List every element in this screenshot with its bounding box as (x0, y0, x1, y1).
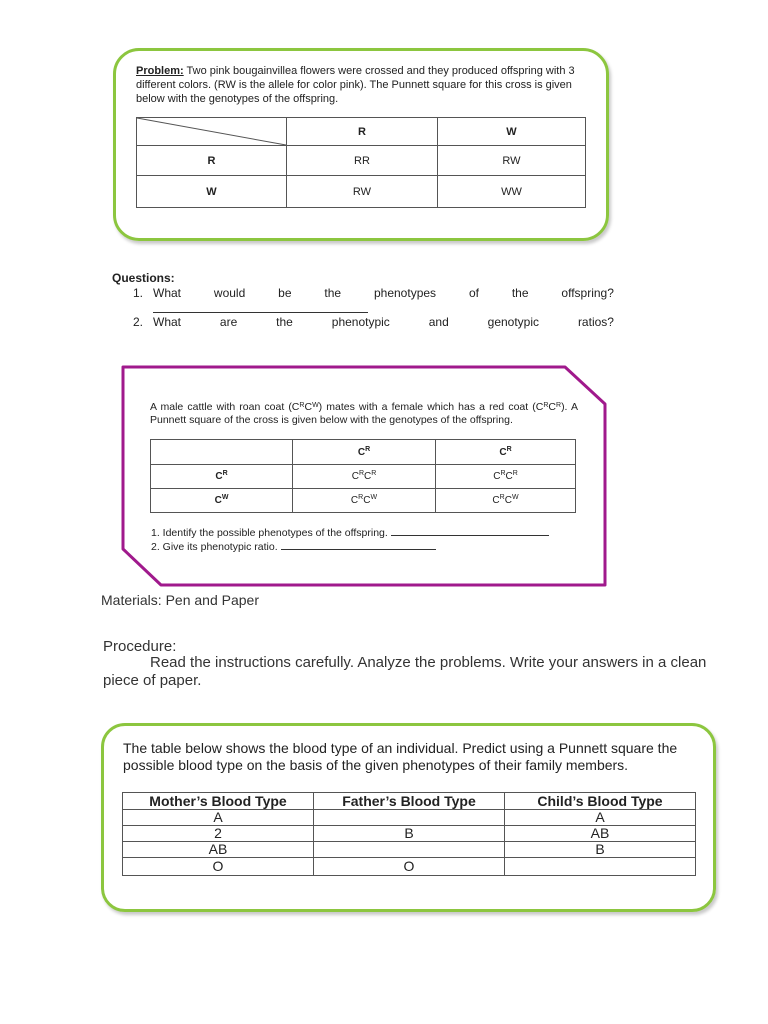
allele-sup: R (499, 494, 505, 501)
allele-sup: W (221, 494, 229, 501)
mother-cell: 2 (123, 826, 314, 842)
allele-sup: W (511, 494, 519, 501)
row-header (151, 465, 293, 489)
text-part: C (548, 401, 556, 413)
question-number: 1. (133, 286, 144, 300)
row-header (151, 489, 293, 513)
procedure-body: Read the instructions carefully. Analyze the problems. Write your answers in a clean piece of paper. (103, 654, 707, 689)
row-header: R (137, 146, 287, 176)
table-row (123, 842, 696, 858)
child-cell: AB (505, 826, 696, 842)
genotype-cell (436, 489, 576, 513)
allele-sup: R (500, 470, 506, 477)
col-header: R (287, 118, 438, 146)
answer-line (153, 312, 368, 313)
allele-base: C (504, 495, 512, 506)
col-header (293, 440, 436, 465)
allele-sup: R (556, 402, 562, 409)
answer-line (281, 539, 436, 550)
allele-sup: R (358, 470, 364, 477)
col-header (436, 440, 576, 465)
child-cell: B (505, 842, 696, 858)
blood-type-intro: The table below shows the blood type of an individual. Predict using a Punnett square the possible blood type on the basis of the given phenotypes of their family members. (123, 740, 678, 773)
allele-sup: R (512, 470, 518, 477)
father-cell: B (314, 826, 505, 842)
question-word: offspring? (561, 286, 614, 300)
question-word: phenotypes (373, 286, 437, 300)
genotype-cell: RW (438, 146, 586, 176)
table-row (123, 858, 696, 876)
diagonal-line (137, 118, 286, 145)
mother-cell: AB (123, 842, 314, 858)
question-1 (133, 286, 614, 300)
row-header: W (137, 176, 287, 208)
allele-base: C (499, 446, 507, 458)
allele-base: C (363, 495, 371, 506)
allele-sup: R (543, 402, 549, 409)
allele-sup: R (222, 470, 228, 477)
mother-cell: O (123, 858, 314, 876)
corner-cell (137, 118, 287, 146)
allele-sup: W (312, 402, 319, 409)
column-header: Mother’s Blood Type (123, 793, 314, 810)
cattle-statement (150, 401, 578, 426)
father-cell: O (314, 858, 505, 876)
column-header: Child’s Blood Type (505, 793, 696, 810)
question-word: and (428, 315, 449, 329)
punnett-square-flowers (136, 117, 586, 208)
allele-sup: R (506, 445, 512, 453)
table-row (123, 810, 696, 826)
allele-sup: R (371, 470, 377, 477)
allele-sup: R (365, 445, 371, 453)
questions-title: Questions: (112, 271, 175, 285)
genotype-cell (293, 489, 436, 513)
allele-base: C (505, 471, 513, 482)
allele-base: C (492, 495, 500, 506)
column-header: Father’s Blood Type (314, 793, 505, 810)
allele-base: C (214, 495, 222, 506)
question-word: ratios? (577, 315, 614, 329)
question-word: the (324, 286, 342, 300)
allele-sup: R (358, 494, 364, 501)
question-word: of (468, 286, 479, 300)
question-word: would (213, 286, 246, 300)
allele-base: C (357, 446, 366, 458)
question-word: What (153, 286, 182, 300)
allele-base: C (364, 471, 372, 482)
allele-base: C (350, 495, 359, 506)
cattle-question-2 (151, 539, 436, 553)
corner-cell (151, 440, 293, 465)
text-part: ) mates with a female which has a red coat (C (318, 401, 544, 413)
genotype-cell (436, 465, 576, 489)
question-word: phenotypic (331, 315, 390, 329)
materials-line-cut (101, 592, 259, 616)
question-word: What (153, 315, 182, 329)
punnett-square-cattle (150, 439, 576, 513)
allele-base: C (215, 471, 223, 482)
problem-statement (136, 64, 588, 106)
allele-sup: R (299, 402, 305, 409)
procedure-title: Procedure: (103, 638, 177, 655)
child-cell (505, 858, 696, 876)
question-word: the (511, 286, 529, 300)
genotype-cell: RW (287, 176, 438, 208)
problem-label: Problem: (136, 65, 184, 77)
problem-body: Two pink bougainvillea flowers were crossed and they produced offspring with 3 different colors. (RW is the allele for color pink). The Punnett square for this cross is given below with the genotypes of the offspring. (136, 65, 575, 105)
question-2 (133, 315, 614, 329)
father-cell (314, 810, 505, 826)
genotype-cell: RR (287, 146, 438, 176)
genotype-cell (293, 465, 436, 489)
text-part: C (304, 401, 313, 413)
question-word: be (278, 286, 292, 300)
table-row (123, 826, 696, 842)
allele-base: C (493, 471, 501, 482)
materials-text: Materials: Pen and Paper (101, 592, 259, 608)
allele-sup: W (370, 494, 378, 501)
allele-base: C (351, 471, 359, 482)
blood-type-table (122, 792, 696, 876)
father-cell (314, 842, 505, 858)
text-part: A male cattle with roan coat (C (150, 401, 300, 413)
answer-line (391, 525, 549, 536)
mother-cell: A (123, 810, 314, 826)
question-number: 2. (133, 315, 144, 329)
cattle-question-1 (151, 525, 549, 539)
text-part: ). A Punnett square of the cross is given below with the genotypes of the offspring. (150, 401, 578, 426)
question-word: are (219, 315, 238, 329)
question-text: 2. Give its phenotypic ratio. (151, 541, 281, 553)
question-word: the (276, 315, 293, 329)
genotype-cell: WW (438, 176, 586, 208)
question-word: genotypic (487, 315, 540, 329)
child-cell: A (505, 810, 696, 826)
col-header: W (438, 118, 586, 146)
question-text: 1. Identify the possible phenotypes of the offspring. (151, 527, 391, 539)
